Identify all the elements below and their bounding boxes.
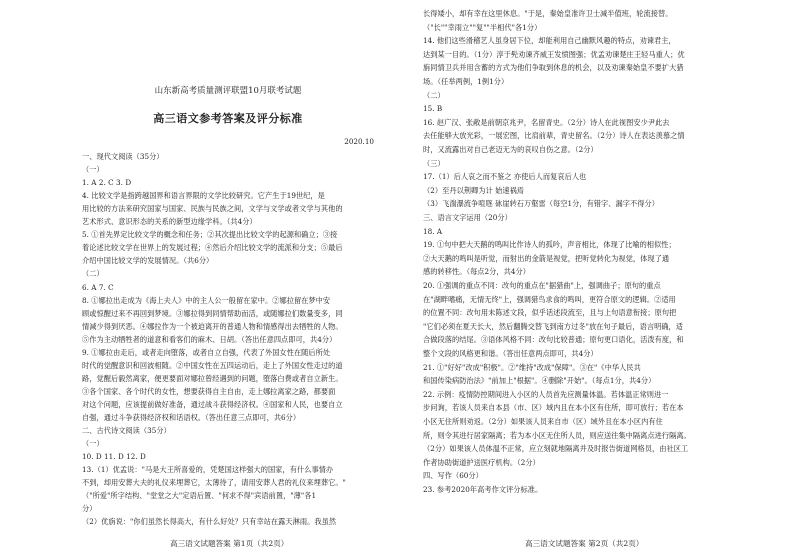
answer-line: 5. ①首先界定比较文学的概念和任务；②其次提出比较文学的起源和确立；③接 bbox=[82, 230, 338, 240]
answer-line: （"长""幸雨立""复""半相代"各1分） bbox=[423, 22, 542, 32]
answer-line: （2）至丹以荆卿为计 始速祸焉 bbox=[423, 185, 525, 195]
answer-line: （"所爱"所字结构、"堂堂之大"定语后置、"何求不得"宾语前置，"薄"各1 bbox=[82, 491, 317, 501]
answer-line: （三） bbox=[423, 158, 445, 168]
answer-line: 整个文段的风格更和谐。（答出任意两点即可，共4分） bbox=[423, 349, 598, 358]
answer-line: 21. ①"好好"改成"积极"。②"维持"改成"保障"。③在"《中华人民共 bbox=[423, 362, 641, 372]
answer-line: 时，又流露出对自己老迈无为的哀叹自伤之意。（2分） bbox=[423, 145, 598, 154]
page-footer-1: 高三语文试题答案 第1页（共2页） bbox=[170, 539, 289, 548]
answer-line: 长得矮小，却有幸在这里休息。"于是，秦始皇准许卫士减半值班，轮流接替。 bbox=[423, 9, 673, 18]
answer-line: 9. ①娜拉由走后，或者走向堕落，或者自立自强，代表了外国女性在随后所处 bbox=[82, 347, 331, 357]
answer-line: 1. A 2. C 3. D bbox=[82, 178, 132, 188]
answer-line: 和国传染病防治法》"前加上"根据"。④删除"开始"。（每点1分，共4分） bbox=[423, 376, 656, 386]
answer-line: （2分）如果该人员体温不正常，应立刻就地隔离并及时报告街道网格员，由社区工 bbox=[423, 444, 689, 454]
answer-page-2 bbox=[397, 0, 794, 558]
answer-line: （2）优旃说："你们虽然长得高大，有什么好处？只有幸站在露天淋雨。我虽然 bbox=[82, 517, 337, 527]
answer-line: 19. ①句中把大天鹅的鸣叫比作诗人的孤吟，声音相比，体现了比喻的相似性； bbox=[423, 240, 676, 250]
answer-line: 不到，却用安葬大夫的礼仪来埋葬它，太薄待了，请用安葬人君的礼仪来埋葬它。" bbox=[82, 478, 346, 488]
answer-line: 感的转移性。（每点2分，共4分） bbox=[423, 267, 530, 277]
answer-line: 分） bbox=[82, 504, 97, 514]
answer-line: 14. 他们这些滑稽艺人虽身居下位，却能利用自己幽默风趣的特点，劝谏君主， bbox=[423, 36, 676, 46]
answer-line: 4. 比较文学是指跨越国界和语言界限的文学比较研究。它产生于19世纪，是 bbox=[82, 191, 325, 201]
answer-line: 艺术形式、意识形态的关系的新型边缘学科。（共4分） bbox=[82, 217, 257, 227]
answer-line: 自强，通过斗争获得经济权和话语权。（答出任意三点即可，共6分） bbox=[82, 413, 301, 422]
page-footer-2: 高三语文试题答案 第2页（共2页） bbox=[525, 539, 644, 548]
answer-line: 着论述比较文学在世界上的发展过程；④然后介绍比较文学的流派和分支；⑤最后 bbox=[82, 243, 343, 253]
answer-line: "它们必须在夏天长大，然后翻腾交替飞到南方过冬"放在句子最后，语言明确，适 bbox=[423, 321, 684, 331]
answer-line: ⑤作为主动牺牲者的道意和看客们的麻木、日胡。（答出任意四点即可，共4分） bbox=[82, 334, 337, 344]
answer-line: 介绍中国比较文学的发展情况。（共6分） bbox=[82, 256, 214, 266]
answer-line: （一） bbox=[82, 439, 104, 449]
answer-line: ②大天鹅的鸣叫是听觉，而射出的金箭是视觉，把听觉转化为视觉，体现了通 bbox=[423, 253, 670, 263]
answer-line: 13.（1）优孟说："马是大王所喜爱的，凭楚国这样强大的国家，有什么事情办 bbox=[82, 465, 334, 475]
answer-line: 23. 参考2020年高考作文评分标准。 bbox=[423, 485, 543, 494]
exam-date: 2020.10 bbox=[344, 137, 374, 146]
answer-line: 去任能够大放光彩，一展宏图，比肩前辈，青史留名。（2分）诗人在表达羡慕之情 bbox=[423, 131, 685, 141]
answer-line: 时代的觉醒意识和回波相随。②中国女性在五四运动后，走上了外国女性走过的道 bbox=[82, 360, 343, 370]
answer-line: 的位置不同：改句用未陈述文段，似乎话述段流至，且与上句语意衔接；原句把 bbox=[423, 308, 677, 318]
answer-line: 在"湖畔嗜痛，无情无终"上，强调猎鸟求食的鸣叫，更符合原文的逻辑。②适用 bbox=[423, 294, 676, 304]
answer-line: 17.（1）后人哀之而不鉴之 亦使后人而复哀后人也 bbox=[423, 172, 587, 182]
answer-line: 情减少得到厌恶。④娜拉作为一个被迫离开的普通人物和情感得出去牺牲的人物。 bbox=[82, 321, 343, 331]
answer-line: （3）飞湍瀑流争喧豗 砯崖转石万壑雷（每空1分，有错字、漏字不得分） bbox=[423, 199, 659, 209]
answer-line: 作者协助街道护送医疗机构。（2分） bbox=[423, 457, 540, 467]
answer-line: 合做段落的结尾。③语体风格不同：改句比较普通；原句更口语化，活泼有度，和 bbox=[423, 335, 684, 345]
answer-line: 18. A bbox=[423, 226, 443, 236]
page-title: 高三语文参考答案及评分标准 bbox=[153, 112, 303, 125]
answer-line: 10. D 11. D 12. D bbox=[82, 452, 146, 462]
answer-line: 15. B bbox=[423, 104, 443, 114]
answer-line: 对这个问题，应该提前做好准备，通过战斗获得经济权。④国家和人民，也要自立 bbox=[82, 399, 343, 409]
answer-line: （二） bbox=[82, 269, 104, 279]
answer-line: 6. A 7. C bbox=[82, 282, 114, 292]
answer-line: ③各个国家、各个时代的女性，想要获得自主自由，走上娜拉离家之路，都要面 bbox=[82, 386, 336, 396]
answer-line: 路，觉醒后毅然离家，便更要面对娜拉曾经遇到的问题，堕落白费或者自立新生。 bbox=[82, 373, 343, 383]
answer-line: 16. 赵广汉、张敞是前朝京兆尹，名留青史。（2分）诗人在此视图安少尹此去 bbox=[423, 117, 670, 127]
answer-line: 达到某一目的。（1分）淳于髡劝谏齐威王发愤图强；优孟劝谏楚庄王轻马重人；优 bbox=[423, 49, 685, 59]
exam-header-title: 山东新高考质量测评联盟10月联考试题 bbox=[154, 86, 302, 96]
answer-line: （二） bbox=[423, 90, 445, 100]
answer-line: 22. 示例：疫情防控期间进入小区的人员首先应测量体温。若体温正常则进一 bbox=[423, 389, 669, 399]
answer-line: 20. ①强调的重点不同：改句的重点在"据猎曲"上，强调曲子；原句的重点 bbox=[423, 281, 661, 290]
answer-line: （一） bbox=[82, 165, 104, 175]
answer-line: 一、现代文阅读（35分） bbox=[82, 152, 164, 161]
answer-line: 所，则令其进行居家隔离；若为本小区无住所人员，则应送往集中隔离点进行隔离。 bbox=[423, 430, 691, 440]
answer-line: 场。（任举两例，1例1分） bbox=[423, 77, 509, 86]
answer-line: 小区无住所则劝返。（2分）如果该人员来自市（区）域外且在本小区内有住 bbox=[423, 417, 663, 426]
answer-line: 旃同情卫兵并用含蓄的方式为他们争取到休息的机会，以及劝谏秦始皇不要扩大猎 bbox=[423, 63, 684, 73]
answer-line: 步问询，若该人员来自本县（市、区）域内且在本小区有住所，即可放行；若在本 bbox=[423, 403, 684, 413]
answer-line: 顾或惊醒过来不再回到梦境。③娜拉得到同情帮助而活，或随娜拉们数量变多，同 bbox=[82, 308, 343, 318]
answer-line: 二、古代诗文阅读（35分） bbox=[82, 426, 171, 436]
answer-line: 四、写作（60分） bbox=[423, 471, 483, 481]
answer-line: 8. ①娜拉出走成为《海上夫人》中的主人公一般留在家中。②娜拉留在梦中安 bbox=[82, 295, 331, 305]
answer-line: 三、语言文字运用（20分） bbox=[423, 213, 512, 222]
answer-line: 用比较的方法来研究国家与国家、民族与民族之间，文学与文学或者文学与其他的 bbox=[82, 204, 343, 214]
